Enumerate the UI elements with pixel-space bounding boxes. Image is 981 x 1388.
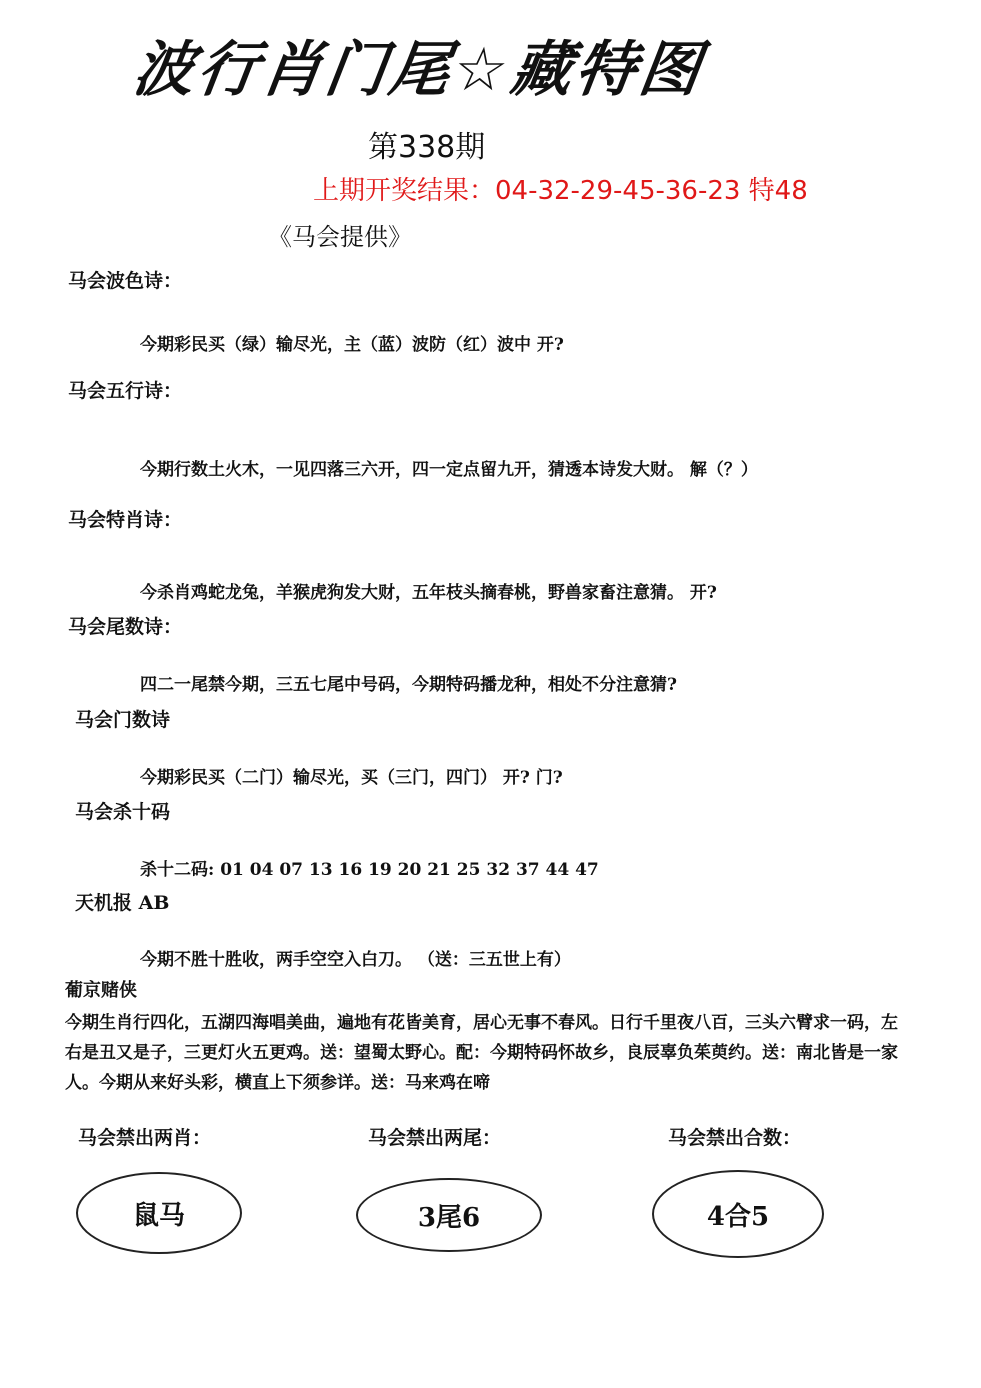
section-label-kill-numbers: 马会杀十码 (75, 801, 171, 823)
issue-number: 第338期 (368, 130, 486, 165)
section-label-tianji: 天机报 AB (75, 892, 170, 914)
forbidden-zodiac-value: 鼠马 (132, 1200, 185, 1231)
section-label-five-elements-poem: 马会五行诗： (68, 380, 183, 402)
forbidden-sum-oval (652, 1170, 824, 1258)
section-text-kill-numbers: 杀十二码: 01 04 07 13 16 19 20 21 25 32 37 44 47 (140, 860, 599, 880)
forbidden-tail-oval (356, 1178, 542, 1252)
section-text-zodiac-poem: 今杀肖鸡蛇龙兔，羊猴虎狗发大财，五年枝头摘春桃，野兽家畜注意猜。 开? (140, 583, 717, 603)
forbidden-tail-value: 3尾6 (417, 1202, 481, 1233)
last-result: 上期开奖结果：04-32-29-45-36-23 特48 (313, 176, 808, 206)
page-title: 波行肖门尾☆藏特图 (128, 35, 709, 105)
gambler-label: 葡京赌侠 (65, 980, 137, 1001)
forbidden-sum-value: 4合5 (706, 1201, 770, 1232)
section-text-tianji: 今期不胜十胜收，两手空空入白刀。 （送：三五世上有） (140, 950, 571, 970)
section-text-five-elements-poem: 今期行数土火木，一见四落三六开，四一定点留九开，猜透本诗发大财。 解（？） (140, 460, 758, 480)
section-label-door-poem: 马会门数诗 (75, 709, 171, 731)
section-text-tail-poem: 四二一尾禁今期，三五七尾中号码，今期特码播龙种，相处不分注意猜? (140, 675, 677, 695)
forbidden-zodiac-label: 马会禁出两肖： (78, 1127, 212, 1149)
section-label-tail-poem: 马会尾数诗： (68, 616, 183, 638)
forbidden-sum-label: 马会禁出合数： (668, 1127, 802, 1149)
forbidden-tail-label: 马会禁出两尾： (368, 1127, 502, 1149)
provider-label: 《马会提供》 (268, 223, 412, 251)
section-label-zodiac-poem: 马会特肖诗： (68, 509, 183, 531)
forbidden-zodiac-oval (76, 1172, 242, 1254)
gambler-paragraph: 今期生肖行四化，五湖四海唱美曲，遍地有花皆美育，居心无事不春风。日行千里夜八百，三头六臂求一码，左右是丑又是子，三更灯火五更鸡。送：望蜀太野心。配：今期特码怀故乡，良辰辜负茱萸约。送：南北皆是一家人。今期从来好头彩，横直上下须参详。送：马来鸡在啼 (65, 1013, 898, 1093)
section-text-color-poem: 今期彩民买（绿）输尽光，主（蓝）波防（红）波中 开? (140, 335, 564, 355)
section-label-color-poem: 马会波色诗： (68, 270, 183, 292)
section-text-door-poem: 今期彩民买（二门）输尽光，买（三门，四门） 开? 门? (140, 768, 563, 788)
